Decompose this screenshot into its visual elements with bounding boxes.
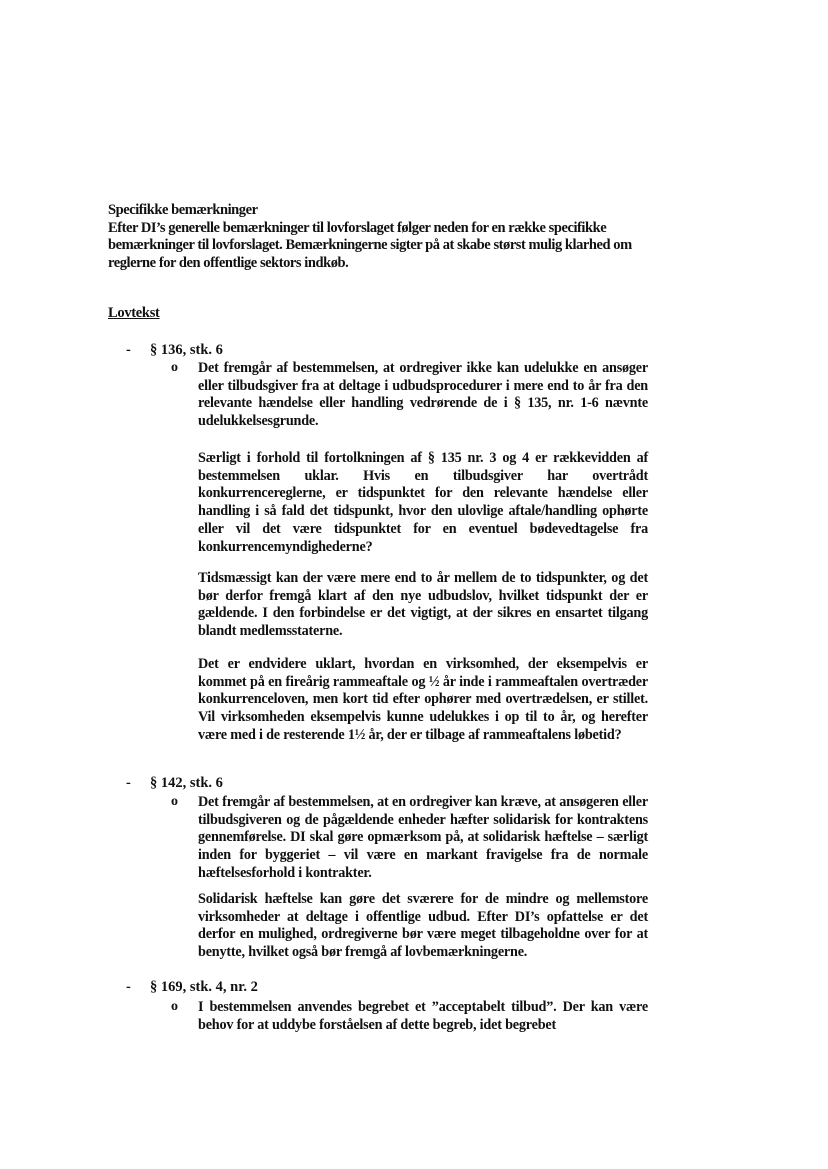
paragraph: Solidarisk hæftelse kan gøre det sværere for de mindre og mellemstore virksomheder at deltage i offentlige udbud. Efter DI’s opfattelse er det derfor en mulighed, ordregiverne bør være meget tilbageholdne over for at benytte, hvilket også bør fremgå af lovbemærkningerne. [198,891,648,961]
intro-heading: Specifikke bemærkninger [108,202,258,218]
list-item-heading [126,342,223,359]
bullet-marker: o [171,999,178,1014]
dash-marker: - [126,775,131,791]
paragraph: Det fremgår af bestemmelsen, at ordregiver ikke kan udelukke en ansøger eller tilbudsgiver fra at deltage i udbudsprocedurer i mere end to år fra den relevante hændelse eller handling vedrørende de i § 135, nr. 1-6 nævnte udelukkelsesgrunde. [198,360,648,430]
dash-marker: - [126,342,131,358]
list-item-heading [126,775,223,792]
bullet-marker: o [171,360,178,375]
intro-block [108,202,648,272]
list-item-heading [126,979,258,996]
dash-marker: - [126,979,131,995]
list-item-ref: § 136, stk. 6 [150,342,223,358]
intro-text: Efter DI’s generelle bemærkninger til lovforslaget følger neden for en række specifikke bemærkninger til lovforslaget. Bemærkningerne sigter på at skabe størst mulig klarhed om reglerne for den offentlige sektors indkøb. [108,219,632,271]
paragraph: Tidsmæssigt kan der være mere end to år mellem de to tidspunkter, og det bør derfor fremgå klart af den nye udbudslov, hvilket tidspunkt der er gældende. I den forbindelse er det vigtigt, at der sikres en ensartet tilgang blandt medlemsstaterne. [198,570,648,640]
section-title: Lovtekst [108,305,160,321]
paragraph: I bestemmelsen anvendes begrebet et ”acceptabelt tilbud”. Der kan være behov for at uddybe forståelsen af dette begreb, idet begrebet [198,999,648,1033]
paragraph: Det fremgår af bestemmelsen, at en ordregiver kan kræve, at ansøgeren eller tilbudsgiveren og de pågældende enheder hæfter solidarisk for kontraktens gennemførelse. DI skal gøre opmærksom på, at solidarisk hæftelse – særligt inden for byggeriet – vil være en markant fravigelse fra de normale hæftelsesforhold i kontrakter. [198,794,648,881]
list-item-ref: § 142, stk. 6 [150,775,223,791]
paragraph: Særligt i forhold til fortolkningen af § 135 nr. 3 og 4 er rækkevidden af bestemmelsen uklar. Hvis en tilbudsgiver har overtrådt konkurrencereglerne, er tidspunktet for den relevante hændelse eller handling i så fald det tidspunkt, hvor den ulovlige aftale/handling ophørte eller vil det være tidspunktet for en eventuel bødevedtagelse fra konkurrencemyndighederne? [198,450,648,555]
paragraph: Det er endvidere uklart, hvordan en virksomhed, der eksempelvis er kommet på en fireårig rammeaftale og ½ år inde i rammeaftalen overtræder konkurrenceloven, men kort tid efter ophører med overtrædelsen, er stillet. Vil virksomheden eksempelvis kunne udelukkes i op til to år, og herefter være med i de resterende 1½ år, der er tilbage af rammeaftalens løbetid? [198,656,648,743]
list-item-ref: § 169, stk. 4, nr. 2 [150,979,258,995]
bullet-marker: o [171,794,178,809]
